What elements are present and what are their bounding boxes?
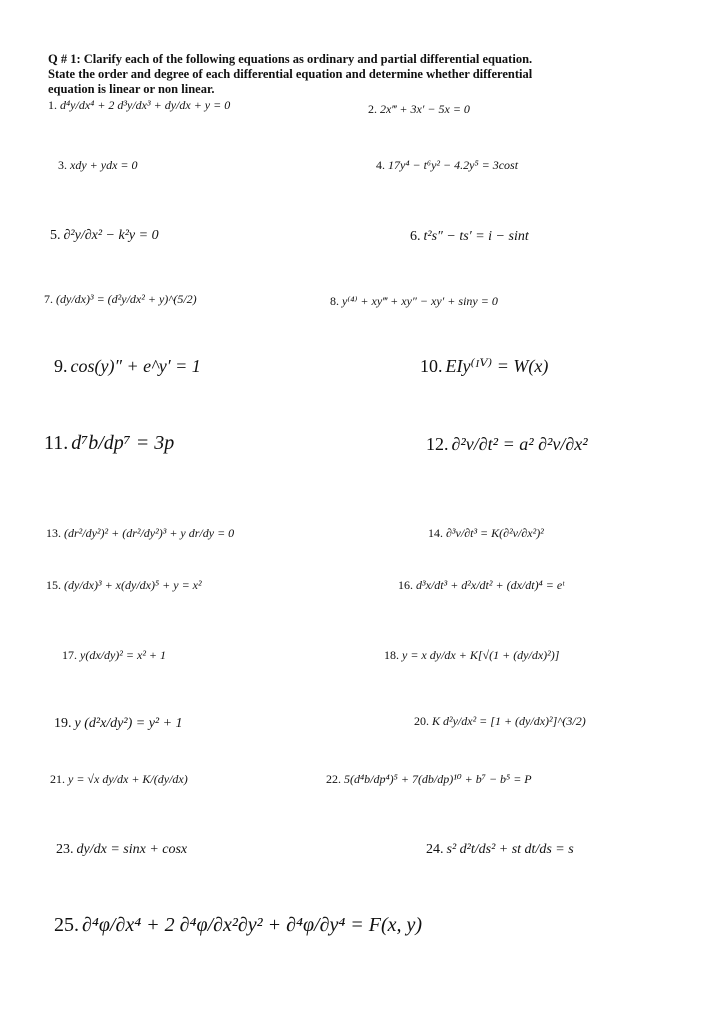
equation-1 [48,98,230,113]
equation-number: 9. [54,356,68,376]
equation-number: 1. [48,98,57,112]
equation-24 [426,842,574,858]
equation-text: 17y⁴ − t⁶y² − 4.2y⁵ = 3cost [388,158,519,172]
equation-number: 15. [46,578,61,592]
equation-text: K d²y/dx² = [1 + (dy/dx)²]^(3/2) [432,714,586,728]
equation-9 [54,356,201,377]
equation-20 [414,714,586,729]
equation-text: ∂²v/∂t² = a² ∂²v/∂x² [451,434,588,454]
equation-14 [428,526,544,541]
equation-number: 6. [410,229,421,244]
equation-17 [62,648,166,663]
equation-23 [56,842,187,858]
equation-number: 23. [56,842,74,857]
equation-number: 7. [44,292,53,306]
equation-text: d⁴y/dx⁴ + 2 d³y/dx³ + dy/dx + y = 0 [60,98,231,112]
equation-text: t²s″ − ts′ = i − sint [423,229,529,244]
equation-21 [50,772,188,787]
equation-text: s² d²t/ds² + st dt/ds = s [446,842,574,857]
equation-13 [46,526,234,541]
equation-number: 22. [326,772,341,786]
equation-text: 5(d⁴b/dp⁴)⁵ + 7(db/dp)¹⁰ + b⁷ − b⁵ = P [344,772,532,786]
equation-text: y (d²x/dy²) = y² + 1 [74,716,183,731]
equation-text: 2x‴ + 3x′ − 5x = 0 [380,102,470,116]
equation-11 [44,432,174,455]
equation-number: 5. [50,228,61,243]
equation-number: 21. [50,772,65,786]
equation-22 [326,772,532,787]
equation-text: y = √x dy/dx + K/(dy/dx) [68,772,188,786]
equation-number: 19. [54,716,72,731]
equation-text: (dy/dx)³ + x(dy/dx)⁵ + y = x² [64,578,202,592]
equation-text: y⁽⁴⁾ + xy‴ + xy″ − xy′ + siny = 0 [342,294,498,308]
equation-text: y(dx/dy)² = x² + 1 [80,648,167,662]
equation-number: 20. [414,714,429,728]
equation-5 [50,228,159,244]
equation-text: d³x/dt³ + d²x/dt² + (dx/dt)⁴ = eᵗ [416,578,565,592]
equation-number: 12. [426,434,449,454]
equation-number: 18. [384,648,399,662]
equation-text: ∂⁴φ/∂x⁴ + 2 ∂⁴φ/∂x²∂y² + ∂⁴φ/∂y⁴ = F(x, y) [82,914,423,936]
equation-number: 17. [62,648,77,662]
equation-text: ∂³v/∂t³ = K(∂²v/∂x²)² [446,526,544,540]
equation-18 [384,648,559,663]
equation-text: dy/dx = sinx + cosx [76,842,188,857]
header-line-3: equation is linear or non linear. [48,82,215,96]
equation-text: d⁷b/dp⁷ = 3p [71,432,175,454]
equation-text: EIy⁽ᴵⱽ⁾ = W(x) [445,356,549,376]
header-line-2: State the order and degree of each differential equation and determine whether differential [48,67,533,81]
equation-12 [426,434,588,455]
equation-number: 25. [54,914,79,936]
equation-2 [368,102,470,117]
equation-number: 16. [398,578,413,592]
equation-number: 10. [420,356,443,376]
equation-text: (dr²/dy²)² + (dr²/dy²)³ + y dr/dy = 0 [64,526,235,540]
equation-text: (dy/dx)³ = (d²y/dx² + y)^(5/2) [56,292,197,306]
equation-7 [44,292,197,307]
equation-number: 13. [46,526,61,540]
equation-6 [410,229,529,245]
equation-number: 14. [428,526,443,540]
equation-number: 11. [44,432,69,454]
equation-19 [54,716,183,732]
equation-text: ∂²y/∂x² − k²y = 0 [63,228,159,243]
header-line-1: Q # 1: Clarify each of the following equations as ordinary and partial differential equation. [48,52,533,66]
equation-10 [420,356,548,377]
equation-4 [376,158,518,173]
equation-number: 8. [330,294,339,308]
equation-number: 24. [426,842,444,857]
equation-16 [398,578,564,593]
equation-8 [330,294,498,309]
equation-text: xdy + ydx = 0 [70,158,138,172]
question-header [48,52,578,97]
equation-25 [54,914,422,937]
equation-3 [58,158,138,173]
equation-number: 3. [58,158,67,172]
equation-number: 2. [368,102,377,116]
equation-text: cos(y)″ + e^y′ = 1 [70,356,201,376]
equation-number: 4. [376,158,385,172]
equation-text: y = x dy/dx + K[√(1 + (dy/dx)²)] [402,648,560,662]
equation-15 [46,578,202,593]
